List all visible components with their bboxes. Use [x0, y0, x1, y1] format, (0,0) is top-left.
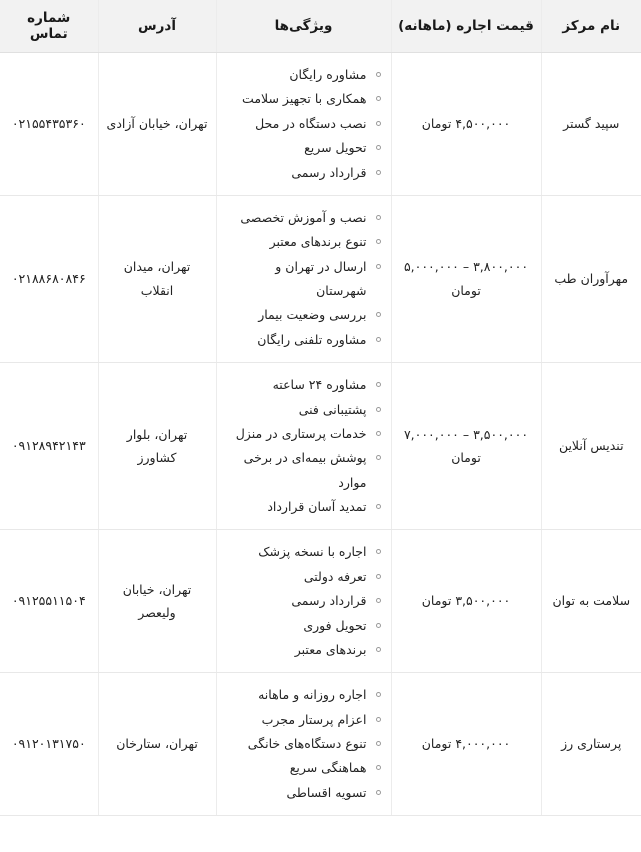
list-item: تحویل فوری — [225, 614, 383, 638]
cell-phone: ۰۹۱۲۰۱۳۱۷۵۰ — [0, 673, 98, 816]
list-item: پوشش بیمه‌ای در برخی موارد — [225, 446, 383, 495]
cell-center-name: پرستاری رز — [541, 673, 641, 816]
list-item: مشاوره رایگان — [225, 63, 383, 87]
feature-list — [225, 373, 383, 519]
cell-address: تهران، ستارخان — [98, 673, 216, 816]
list-item: تنوع برندهای معتبر — [225, 230, 383, 254]
table-body — [0, 53, 641, 816]
cell-phone: ۰۲۱۵۵۴۳۵۳۶۰ — [0, 53, 98, 196]
list-item: تحویل سریع — [225, 136, 383, 160]
cell-features — [216, 195, 391, 362]
list-item: بررسی وضعیت بیمار — [225, 303, 383, 327]
feature-list — [225, 683, 383, 805]
cell-price: ۳,۵۰۰,۰۰۰ تومان — [391, 530, 541, 673]
table-header-row — [0, 0, 641, 53]
cell-features — [216, 673, 391, 816]
list-item: تعرفه دولتی — [225, 565, 383, 589]
cell-center-name: تندیس آنلاین — [541, 363, 641, 530]
list-item: ارسال در تهران و شهرستان — [225, 255, 383, 304]
list-item: قرارداد رسمی — [225, 161, 383, 185]
list-item: برندهای معتبر — [225, 638, 383, 662]
column-header-name: نام مرکز — [541, 0, 641, 53]
table-row — [0, 53, 641, 196]
cell-phone: ۰۲۱۸۸۶۸۰۸۴۶ — [0, 195, 98, 362]
cell-features — [216, 530, 391, 673]
list-item: اجاره روزانه و ماهانه — [225, 683, 383, 707]
list-item: نصب و آموزش تخصصی — [225, 206, 383, 230]
column-header-address: آدرس — [98, 0, 216, 53]
list-item: همکاری با تجهیز سلامت — [225, 87, 383, 111]
cell-address: تهران، خیابان ولیعصر — [98, 530, 216, 673]
table-row — [0, 363, 641, 530]
list-item: تسویه اقساطی — [225, 781, 383, 805]
list-item: خدمات پرستاری در منزل — [225, 422, 383, 446]
list-item: تنوع دستگاه‌های خانگی — [225, 732, 383, 756]
cell-center-name: سلامت به توان — [541, 530, 641, 673]
cell-phone: ۰۹۱۲۸۹۴۲۱۴۳ — [0, 363, 98, 530]
feature-list — [225, 540, 383, 662]
cell-address: تهران، بلوار کشاورز — [98, 363, 216, 530]
list-item: مشاوره تلفنی رایگان — [225, 328, 383, 352]
cell-price: ۳,۸۰۰,۰۰۰ – ۵,۰۰۰,۰۰۰ تومان — [391, 195, 541, 362]
table-row — [0, 673, 641, 816]
feature-list — [225, 206, 383, 352]
cell-center-name: مهرآوران طب — [541, 195, 641, 362]
cell-price: ۴,۵۰۰,۰۰۰ تومان — [391, 53, 541, 196]
cell-address: تهران، خیابان آزادی — [98, 53, 216, 196]
list-item: اعزام پرستار مجرب — [225, 708, 383, 732]
list-item: مشاوره ۲۴ ساعته — [225, 373, 383, 397]
list-item: پشتیبانی فنی — [225, 398, 383, 422]
table-row — [0, 195, 641, 362]
list-item: تمدید آسان قرارداد — [225, 495, 383, 519]
cell-features — [216, 363, 391, 530]
column-header-features: ویژگی‌ها — [216, 0, 391, 53]
list-item: هماهنگی سریع — [225, 756, 383, 780]
table-header — [0, 0, 641, 53]
list-item: نصب دستگاه در محل — [225, 112, 383, 136]
cell-address: تهران، میدان انقلاب — [98, 195, 216, 362]
cell-price: ۳,۵۰۰,۰۰۰ – ۷,۰۰۰,۰۰۰ تومان — [391, 363, 541, 530]
feature-list — [225, 63, 383, 185]
cell-features — [216, 53, 391, 196]
column-header-price: قیمت اجاره (ماهانه) — [391, 0, 541, 53]
column-header-phone: شماره تماس — [0, 0, 98, 53]
cell-center-name: سپید گستر — [541, 53, 641, 196]
list-item: قرارداد رسمی — [225, 589, 383, 613]
cell-phone: ۰۹۱۲۵۵۱۱۵۰۴ — [0, 530, 98, 673]
list-item: اجاره با نسخه پزشک — [225, 540, 383, 564]
table-row — [0, 530, 641, 673]
cell-price: ۴,۰۰۰,۰۰۰ تومان — [391, 673, 541, 816]
